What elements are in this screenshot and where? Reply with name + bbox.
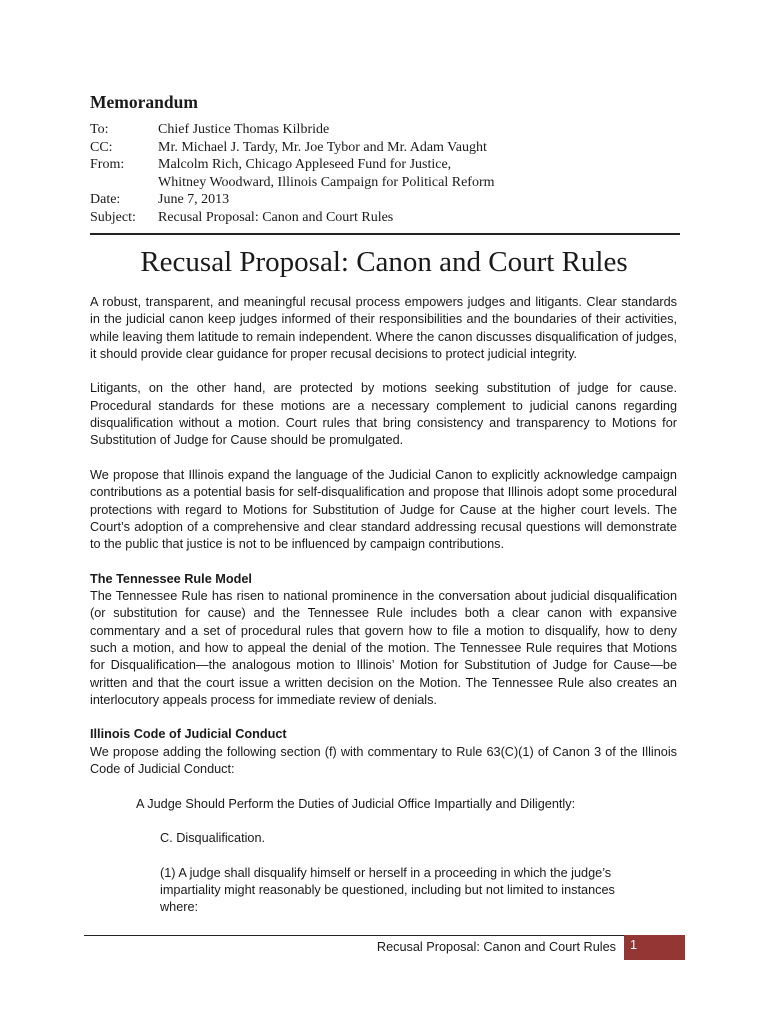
section-heading: The Tennessee Rule Model <box>90 571 252 586</box>
memo-to-row <box>90 121 495 139</box>
memo-subject-row <box>90 209 495 227</box>
memo-label: CC: <box>90 139 113 155</box>
memo-value: Malcolm Rich, Chicago Appleseed Fund for Justice, <box>158 157 452 173</box>
quoted-canon-heading: A Judge Should Perform the Duties of Judicial Office Impartially and Diligently: <box>136 796 576 811</box>
header-divider <box>90 233 680 235</box>
memo-label: Date: <box>90 192 121 208</box>
memo-cc-row <box>90 139 495 157</box>
memo-label <box>90 174 158 192</box>
memo-from-row <box>90 156 495 174</box>
memo-label: To: <box>90 122 109 137</box>
memo-label: Subject: <box>90 209 136 225</box>
paragraph: A robust, transparent, and meaningful recusal process empowers judges and litigants. Clear standards in the judicial canon keep judges informed of their responsibilities and the boundaries of their activities, while leaving them latitude to remain independent. Where the canon discusses disqualification of judges, it should provide clear guidance for proper recusal decisions to protect judicial integrity. <box>90 295 677 361</box>
section-heading: Illinois Code of Judicial Conduct <box>90 727 287 742</box>
footer-divider <box>84 935 684 936</box>
page-number-badge <box>624 935 685 960</box>
paragraph: We propose that Illinois expand the language of the Judicial Canon to explicitly acknowledge campaign contributions as a potential basis for self-disqualification and propose that Illinois adopt some procedural protections with regard to Motions for Substitution of Judge for Cause at the higher court levels. The Court’s adoption of a comprehensive and clear standard addressing recusal questions will demonstrate to the public that justice is not to be influenced by campaign contributions. <box>90 467 677 552</box>
memo-date-row <box>90 191 495 209</box>
document-body <box>90 294 677 917</box>
paragraph: Litigants, on the other hand, are protected by motions seeking substitution of judge for cause. Procedural standards for these motions are a necessary complement to judicial canons regarding disqualification without a motion. Court rules that bring consistency and transparency to Motions for Substitution of Judge for Cause should be promulgated. <box>90 381 677 448</box>
memo-value: Mr. Michael J. Tardy, Mr. Joe Tybor and Mr. Adam Vaught <box>158 139 487 155</box>
page-number: 1 <box>630 938 638 952</box>
paragraph: The Tennessee Rule has risen to national prominence in the conversation about judicial disqualification (or substitution for cause) and the Tennessee Rule includes both a clear canon with expansive commentary and a set of procedural rules that govern how to file a motion to disqualify, how to deny such a motion, and how to appeal the denial of the motion. The Tennessee Rule requires that Motions for Disqualification—the analogous motion to Illinois’ Motion for Substitution of Judge for Cause—be written and that the court issue a written decision on the Motion. The Tennessee Rule also creates an interlocutory appeals process for immediate review of denials. <box>90 589 677 707</box>
quoted-canon-section: C. Disqualification. <box>160 831 266 846</box>
paragraph: We propose adding the following section (f) with commentary to Rule 63(C)(1) of Canon 3 of the Illinois Code of Judicial Conduct: <box>90 744 677 777</box>
quoted-canon-clause: (1) A judge shall disqualify himself or herself in a proceeding in which the judge’s impartiality might reasonably be questioned, including but not limited to instances where: <box>160 865 615 915</box>
memo-from-row-cont <box>90 174 495 192</box>
memo-value: June 7, 2013 <box>158 192 230 208</box>
memo-value: Recusal Proposal: Canon and Court Rules <box>158 209 394 225</box>
memo-label: From: <box>90 157 125 173</box>
memo-value: Chief Justice Thomas Kilbride <box>158 122 330 137</box>
memo-value: Whitney Woodward, Illinois Campaign for Political Reform <box>158 174 495 190</box>
document-title: Recusal Proposal: Canon and Court Rules <box>140 246 628 278</box>
memo-header <box>90 121 495 227</box>
footer-title: Recusal Proposal: Canon and Court Rules <box>376 940 616 954</box>
memo-title: Memorandum <box>90 92 198 112</box>
